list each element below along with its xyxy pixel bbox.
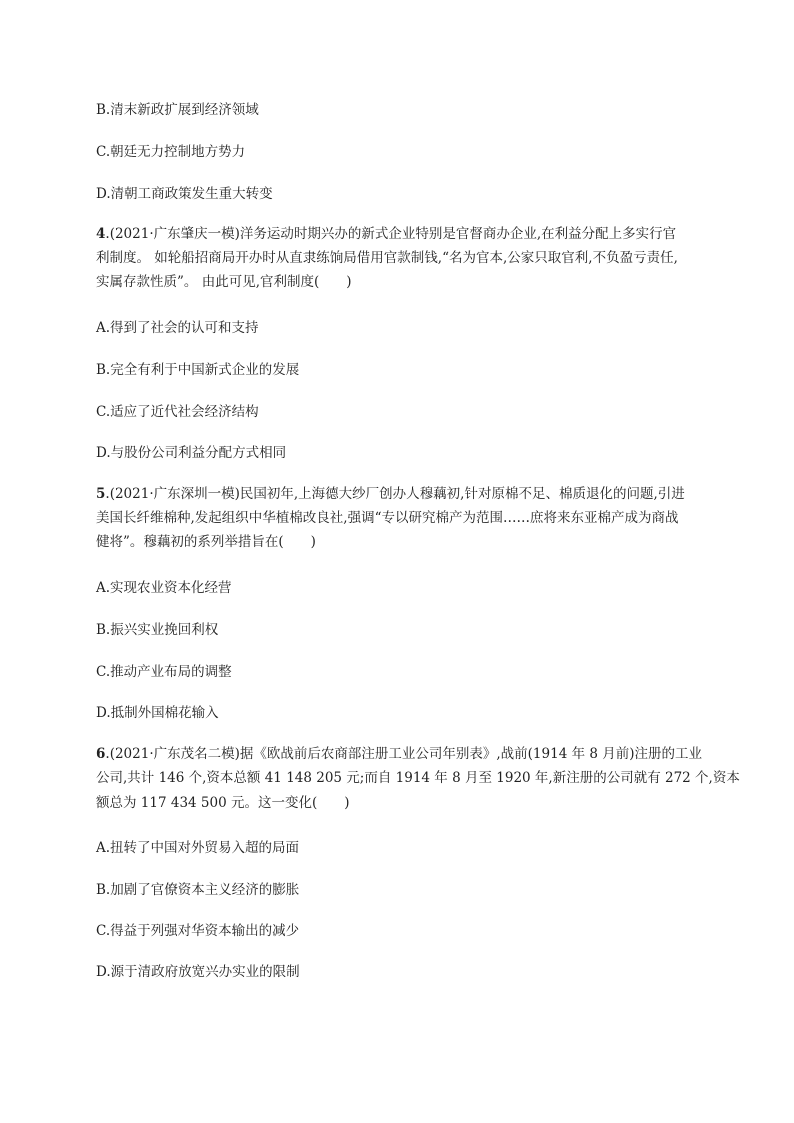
q6-option-d: D.源于清政府放宽兴办实业的限制 bbox=[96, 964, 300, 980]
q3-option-b: B.清末新政扩展到经济领域 bbox=[96, 102, 259, 118]
q4-stem-line-1: 4.(2021·广东肇庆一模)洋务运动时期兴办的新式企业特别是官督商办企业,在利益分配上多实行官 bbox=[96, 226, 677, 242]
q4-stem-line-2: 利制度。 如轮船招商局开办时从直隶练饷局借用官款制钱,“名为官本,公家只取官利,不负盈亏责任, bbox=[96, 250, 678, 266]
q5-option-a: A.实现农业资本化经营 bbox=[96, 580, 232, 596]
q5-stem-line-2: 美国长纤维棉种,发起组织中华植棉改良社,强调“专以研究棉产为范围……庶将来东亚棉产成为商战 bbox=[96, 510, 679, 526]
q6-option-b: B.加剧了官僚资本主义经济的膨胀 bbox=[96, 882, 300, 898]
q5-option-b: B.振兴实业挽回利权 bbox=[96, 622, 219, 638]
q5-stem-line-3: 健将”。穆藕初的系列举措旨在( ) bbox=[96, 534, 316, 550]
q5-option-d: D.抵制外国棉花输入 bbox=[96, 705, 219, 721]
q6-stem-line-1: 6.(2021·广东茂名二模)据《欧战前后农商部注册工业公司年别表》,战前(1914 年 8 月前)注册的工业 bbox=[96, 746, 703, 762]
q4-option-d: D.与股份公司利益分配方式相同 bbox=[96, 445, 287, 461]
q3-option-c: C.朝廷无力控制地方势力 bbox=[96, 144, 246, 160]
q3-option-d: D.清朝工商政策发生重大转变 bbox=[96, 186, 273, 202]
q6-number: 6 bbox=[96, 746, 106, 762]
q4-option-c: C.适应了近代社会经济结构 bbox=[96, 404, 259, 420]
q4-number: 4 bbox=[96, 226, 106, 242]
q6-option-c: C.得益于列强对华资本输出的减少 bbox=[96, 923, 300, 939]
q4-option-b: B.完全有利于中国新式企业的发展 bbox=[96, 362, 300, 378]
q4-option-a: A.得到了社会的认可和支持 bbox=[96, 320, 259, 336]
q6-stem-line-2: 公司,共计 146 个,资本总额 41 148 205 元;而自 1914 年 8 月至 1920 年,新注册的公司就有 272 个,资本 bbox=[96, 770, 740, 786]
q6-option-a: A.扭转了中国对外贸易入超的局面 bbox=[96, 840, 300, 856]
q5-number: 5 bbox=[96, 486, 106, 502]
q6-stem-line-3: 额总为 117 434 500 元。这一变化( ) bbox=[96, 795, 350, 811]
q5-option-c: C.推动产业布局的调整 bbox=[96, 664, 232, 680]
q4-stem-line-3: 实属存款性质”。 由此可见,官利制度( ) bbox=[96, 274, 352, 290]
q5-stem-line-1: 5.(2021·广东深圳一模)民国初年,上海德大纱厂创办人穆藕初,针对原棉不足、棉质退化的问题,引进 bbox=[96, 486, 685, 502]
